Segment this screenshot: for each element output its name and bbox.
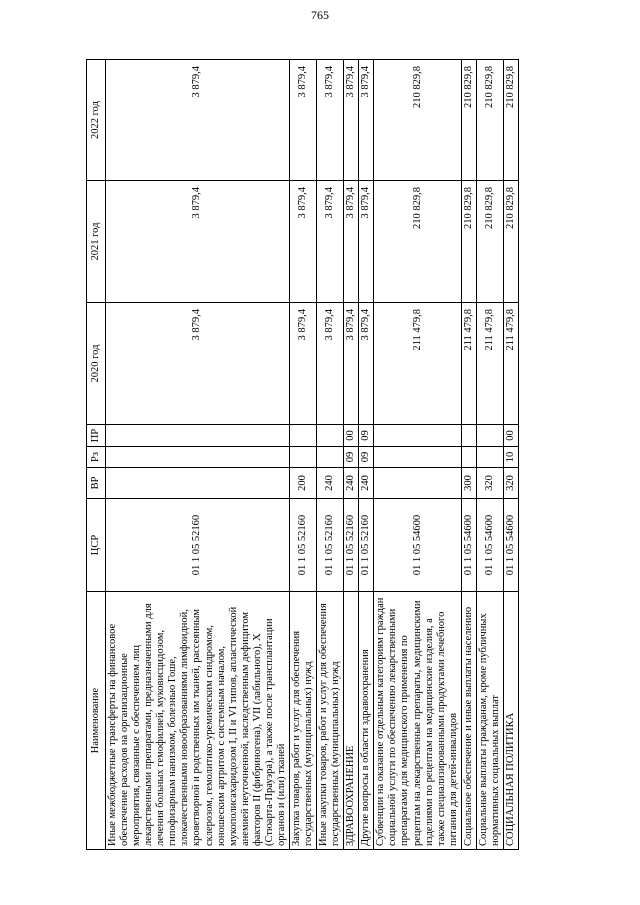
row-name: Социальные выплаты гражданам, кроме публичных нормативных социальных выплат <box>476 592 503 850</box>
row-csr: 01 1 05 54600 <box>374 499 461 592</box>
row-2021: 3 879,4 <box>344 181 359 303</box>
table-row <box>289 60 316 850</box>
row-2022: 3 879,4 <box>359 60 374 181</box>
row-vr <box>374 468 461 499</box>
row-name: ЗДРАВООХРАНЕНИЕ <box>344 592 359 850</box>
row-pr <box>476 425 503 447</box>
row-2021: 3 879,4 <box>289 181 316 303</box>
row-csr: 01 1 05 52160 <box>106 499 290 592</box>
row-rz: 09 <box>344 447 359 468</box>
row-2021: 3 879,4 <box>359 181 374 303</box>
row-2021: 210 829,8 <box>374 181 461 303</box>
row-2021: 3 879,4 <box>106 181 290 303</box>
row-vr <box>106 468 290 499</box>
row-name: Иные закупки товаров, работ и услуг для обеспечения государственных (муниципальных) нужд <box>317 592 344 850</box>
table-row <box>461 60 476 850</box>
table-row <box>374 60 461 850</box>
row-vr: 300 <box>461 468 476 499</box>
row-pr <box>106 425 290 447</box>
row-rz <box>106 447 290 468</box>
row-name: Субвенции на оказание отдельным категориям граждан социальной услуги по обеспечению лекарственными препаратами для медицинского применения по рецептам на лекарственные препараты, медицинскими изделиями по рецептам на медицинские изделия, а также специализированными продуктами лечебного питания для детей-инвалидов <box>374 592 461 850</box>
header-2021: 2021 год <box>87 181 106 303</box>
row-pr <box>374 425 461 447</box>
header-rz: Рз <box>87 447 106 468</box>
row-pr: 09 <box>359 425 374 447</box>
row-2021: 210 829,8 <box>461 181 476 303</box>
row-2022: 210 829,8 <box>476 60 503 181</box>
row-csr: 01 1 05 52160 <box>317 499 344 592</box>
table-container <box>86 60 546 850</box>
row-csr: 01 1 05 54600 <box>461 499 476 592</box>
row-2022: 3 879,4 <box>106 60 290 181</box>
row-csr: 01 1 05 52160 <box>344 499 359 592</box>
row-rz: 09 <box>359 447 374 468</box>
row-2020: 3 879,4 <box>359 303 374 425</box>
row-pr: 00 <box>344 425 359 447</box>
row-vr: 240 <box>359 468 374 499</box>
row-csr: 01 1 05 52160 <box>359 499 374 592</box>
row-vr: 320 <box>476 468 503 499</box>
rotated-table-frame <box>86 60 546 850</box>
row-name: Иные межбюджетные трансферты на финансовое обеспечение расходов на организационные мероприятия, связанные с обеспечением лиц лекарственными препаратами, предназначенными для лечения больных гемофилией, муковисцидозом, гипофизарным нанизмом, болезнью Гоше, злокачественными новообразованиями лимфоидной, кроветворной и родственных им тканей, рассеянным склерозом, гемолитико-уремическим синдромом, юношеским артритом с системным началом, мукополисахаридозом I, II и VI типов, апластической анемией неуточненной, наследственным дефицитом факторов II (фибриногена), VII (лабильного), X (Стюарта-Прауэра), а также после трансплантации органов и (или) тканей <box>106 592 290 850</box>
table-header-row <box>87 60 106 850</box>
row-vr: 320 <box>503 468 518 499</box>
table-row <box>503 60 518 850</box>
row-2022: 210 829,8 <box>461 60 476 181</box>
row-rz <box>289 447 316 468</box>
row-2020: 211 479,8 <box>374 303 461 425</box>
row-csr: 01 1 05 54600 <box>503 499 518 592</box>
header-pr: ПР <box>87 425 106 447</box>
row-pr <box>317 425 344 447</box>
row-2022: 3 879,4 <box>317 60 344 181</box>
row-2020: 211 479,8 <box>503 303 518 425</box>
header-vr: ВР <box>87 468 106 499</box>
table-row <box>317 60 344 850</box>
row-name: Другие вопросы в области здравоохранения <box>359 592 374 850</box>
row-vr: 240 <box>317 468 344 499</box>
row-2022: 210 829,8 <box>503 60 518 181</box>
row-rz <box>317 447 344 468</box>
header-name: Наименование <box>87 592 106 850</box>
row-rz: 10 <box>503 447 518 468</box>
table-row <box>106 60 290 850</box>
row-2021: 210 829,8 <box>476 181 503 303</box>
row-rz <box>461 447 476 468</box>
row-name: Закупка товаров, работ и услуг для обеспечения государственных (муниципальных) нужд <box>289 592 316 850</box>
table-row <box>476 60 503 850</box>
row-csr: 01 1 05 52160 <box>289 499 316 592</box>
page-number: 765 <box>311 8 329 22</box>
row-2020: 3 879,4 <box>317 303 344 425</box>
row-2020: 211 479,8 <box>461 303 476 425</box>
row-2021: 3 879,4 <box>317 181 344 303</box>
header-csr: ЦСР <box>87 499 106 592</box>
table-row <box>359 60 374 850</box>
row-rz <box>476 447 503 468</box>
row-rz <box>374 447 461 468</box>
row-pr: 00 <box>503 425 518 447</box>
row-pr <box>461 425 476 447</box>
row-2022: 3 879,4 <box>344 60 359 181</box>
row-vr: 240 <box>344 468 359 499</box>
row-2020: 3 879,4 <box>344 303 359 425</box>
table-row <box>344 60 359 850</box>
row-2020: 3 879,4 <box>106 303 290 425</box>
row-2020: 211 479,8 <box>476 303 503 425</box>
row-2021: 210 829,8 <box>503 181 518 303</box>
row-name: Социальное обеспечение и иные выплаты населению <box>461 592 476 850</box>
row-2020: 3 879,4 <box>289 303 316 425</box>
header-2020: 2020 год <box>87 303 106 425</box>
budget-table <box>86 59 519 850</box>
row-pr <box>289 425 316 447</box>
header-2022: 2022 год <box>87 60 106 181</box>
row-csr: 01 1 05 54600 <box>476 499 503 592</box>
row-2022: 3 879,4 <box>289 60 316 181</box>
row-vr: 200 <box>289 468 316 499</box>
row-name: СОЦИАЛЬНАЯ ПОЛИТИКА <box>503 592 518 850</box>
row-2022: 210 829,8 <box>374 60 461 181</box>
